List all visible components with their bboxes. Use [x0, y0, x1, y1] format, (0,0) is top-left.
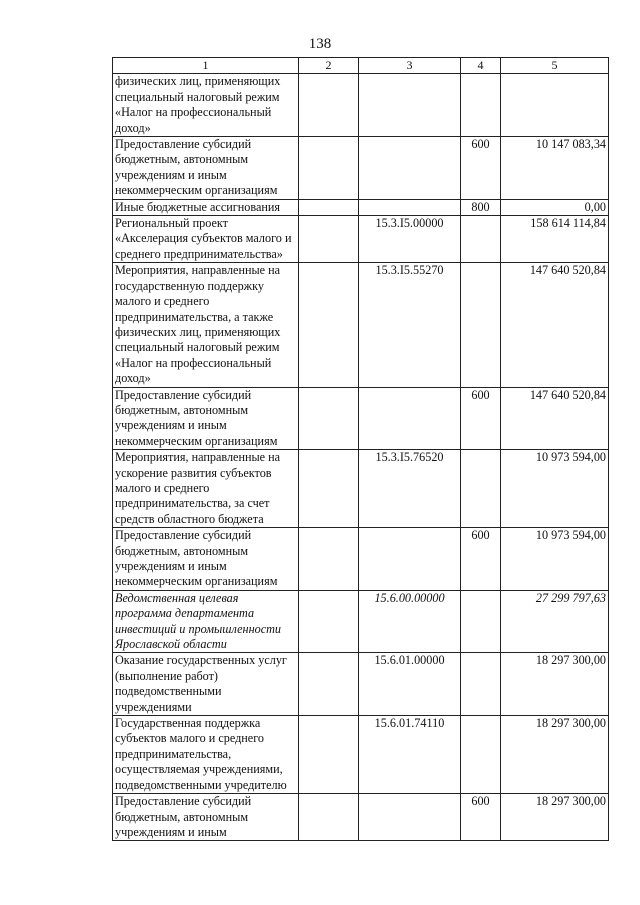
table-row [113, 528, 609, 591]
table-row [113, 74, 609, 137]
row-amount-cell: 18 297 300,00 [501, 716, 609, 794]
row-code-cell: 15.6.01.00000 [359, 653, 461, 716]
row-code-cell: 15.3.I5.55270 [359, 263, 461, 387]
row-name-cell: Мероприятия, направленные на ускорение развития субъектов малого и среднего предпринимательства, за счет средств областного бюджета [113, 450, 299, 528]
column-header-4: 4 [461, 58, 501, 74]
row-col2-cell [299, 216, 359, 263]
row-type-cell [461, 590, 501, 653]
row-type-cell: 600 [461, 387, 501, 450]
column-header-1: 1 [113, 58, 299, 74]
row-code-cell [359, 199, 461, 215]
row-code-cell: 15.3.I5.76520 [359, 450, 461, 528]
row-col2-cell [299, 716, 359, 794]
row-amount-cell [501, 74, 609, 137]
row-col2-cell [299, 794, 359, 841]
row-name-cell: Оказание государственных услуг (выполнение работ) подведомственными учреждениями [113, 653, 299, 716]
row-amount-cell: 158 614 114,84 [501, 216, 609, 263]
row-name-cell: Предоставление субсидий бюджетным, автономным учреждениям и иным некоммерческим организациям [113, 387, 299, 450]
row-amount-cell: 147 640 520,84 [501, 263, 609, 387]
row-code-cell [359, 387, 461, 450]
row-type-cell [461, 450, 501, 528]
row-code-cell: 15.6.00.00000 [359, 590, 461, 653]
row-amount-cell: 27 299 797,63 [501, 590, 609, 653]
table-row [113, 387, 609, 450]
row-name-cell: Предоставление субсидий бюджетным, автономным учреждениям и иным [113, 794, 299, 841]
row-code-cell: 15.3.I5.00000 [359, 216, 461, 263]
row-col2-cell [299, 387, 359, 450]
row-amount-cell: 147 640 520,84 [501, 387, 609, 450]
row-code-cell [359, 794, 461, 841]
row-name-cell: Иные бюджетные ассигнования [113, 199, 299, 215]
row-type-cell: 600 [461, 137, 501, 200]
row-type-cell [461, 216, 501, 263]
row-col2-cell [299, 74, 359, 137]
row-name-cell: физических лиц, применяющих специальный налоговый режим «Налог на профессиональный доход» [113, 74, 299, 137]
row-name-cell: Государственная поддержка субъектов малого и среднего предпринимательства, осуществляемая учреждениями, подведомственными учредителю [113, 716, 299, 794]
row-amount-cell: 10 973 594,00 [501, 450, 609, 528]
row-name-cell: Мероприятия, направленные на государственную поддержку малого и среднего предпринимательства, а также физических лиц, применяющих специальный налоговый режим «Налог на профессиональный доход» [113, 263, 299, 387]
budget-table [112, 57, 609, 841]
table-row [113, 653, 609, 716]
row-amount-cell: 18 297 300,00 [501, 794, 609, 841]
page-number: 138 [308, 36, 332, 52]
row-type-cell: 800 [461, 199, 501, 215]
table-row [113, 263, 609, 387]
row-code-cell [359, 528, 461, 591]
row-col2-cell [299, 590, 359, 653]
table-row [113, 199, 609, 215]
row-amount-cell: 10 147 083,34 [501, 137, 609, 200]
row-type-cell: 600 [461, 794, 501, 841]
column-header-5: 5 [501, 58, 609, 74]
row-col2-cell [299, 450, 359, 528]
row-amount-cell: 0,00 [501, 199, 609, 215]
row-col2-cell [299, 137, 359, 200]
row-code-cell: 15.6.01.74110 [359, 716, 461, 794]
row-name-cell: Предоставление субсидий бюджетным, автономным учреждениям и иным некоммерческим организациям [113, 137, 299, 200]
table-row [113, 794, 609, 841]
column-header-3: 3 [359, 58, 461, 74]
row-type-cell [461, 716, 501, 794]
column-header-2: 2 [299, 58, 359, 74]
row-name-cell: Региональный проект «Акселерация субъектов малого и среднего предпринимательства» [113, 216, 299, 263]
row-type-cell: 600 [461, 528, 501, 591]
row-name-cell: Ведомственная целевая программа департамента инвестиций и промышленности Ярославской области [113, 590, 299, 653]
table-row [113, 137, 609, 200]
row-col2-cell [299, 263, 359, 387]
row-col2-cell [299, 528, 359, 591]
scan-margin-mark [630, 720, 636, 900]
row-amount-cell: 18 297 300,00 [501, 653, 609, 716]
row-amount-cell: 10 973 594,00 [501, 528, 609, 591]
row-col2-cell [299, 199, 359, 215]
table-header-row [113, 58, 609, 74]
table-row [113, 216, 609, 263]
row-name-cell: Предоставление субсидий бюджетным, автономным учреждениям и иным некоммерческим организациям [113, 528, 299, 591]
row-type-cell [461, 653, 501, 716]
row-type-cell [461, 263, 501, 387]
row-code-cell [359, 74, 461, 137]
row-type-cell [461, 74, 501, 137]
table-row [113, 450, 609, 528]
row-code-cell [359, 137, 461, 200]
table-row [113, 716, 609, 794]
row-col2-cell [299, 653, 359, 716]
table-row [113, 590, 609, 653]
